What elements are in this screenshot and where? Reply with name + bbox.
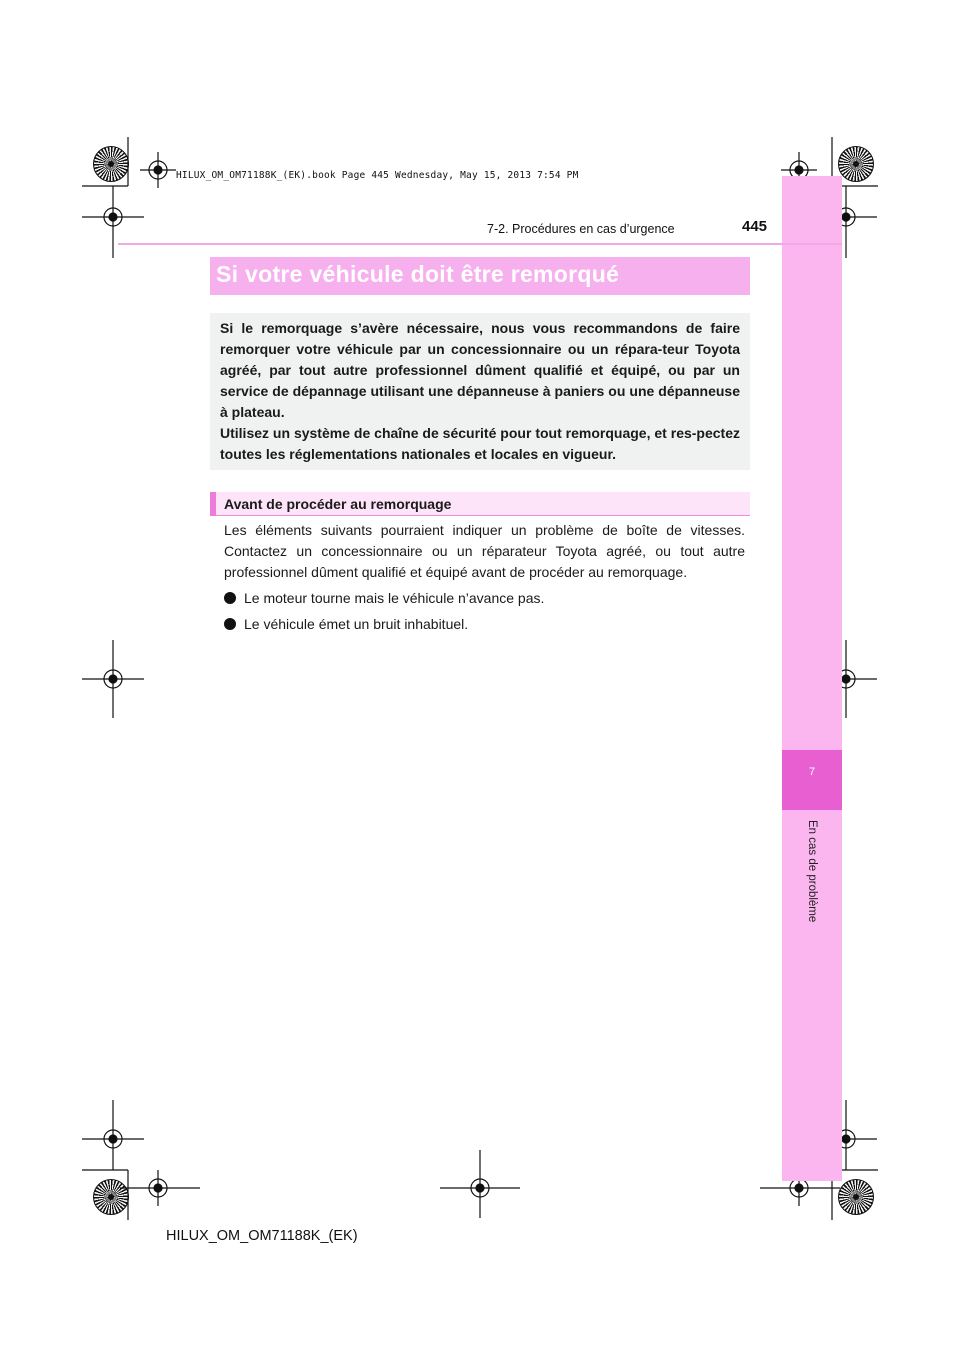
intro-paragraph-2: Utilisez un système de chaîne de sécurité pour tout remorquage, et res-pectez toutes les réglementations nationales et locales en vigueur. <box>220 425 740 462</box>
list-item-text: Le moteur tourne mais le véhicule n’avance pas. <box>244 590 545 606</box>
list-item <box>224 616 468 632</box>
chapter-number: 7 <box>808 766 816 778</box>
footer-code: HILUX_OM_OM71188K_(EK) <box>166 1228 358 1244</box>
print-rosette-bottom-right <box>838 1179 874 1215</box>
page-title: Si votre véhicule doit être remorqué <box>216 261 620 287</box>
intro-paragraph-1: Si le remorquage s’avère nécessaire, nous vous recommandons de faire remorquer votre véhicule par un concessionnaire ou un répara-teur Toyota agréé, par tout autre professionnel dûment qualifié et équipé, ou par un service de dépannage utilisant une dépanneuse à paniers ou une dépanneuse à plateau. <box>220 320 740 420</box>
body-paragraph: Les éléments suivants pourraient indiquer un problème de boîte de vitesses. Contactez un concessionnaire ou un réparateur Toyota agréé, ou tout autre professionnel dûment qualifié et équipé avant de procéder au remorquage. <box>224 522 745 580</box>
page-number: 445 <box>742 218 768 235</box>
print-rosette-bottom-left <box>93 1179 129 1215</box>
file-stamp: HILUX_OM_OM71188K_(EK).book Page 445 Wednesday, May 15, 2013 7:54 PM <box>176 170 579 181</box>
header-rule <box>118 243 842 245</box>
intro-text <box>220 318 740 465</box>
section-reference: 7-2. Procédures en cas d’urgence <box>487 222 675 236</box>
chapter-number-block <box>782 750 842 810</box>
subheading: Avant de procéder au remorquage <box>224 496 452 512</box>
bullet-icon <box>224 618 236 630</box>
print-rosette-top-right <box>838 146 874 182</box>
bullet-icon <box>224 592 236 604</box>
chapter-side-tab <box>782 176 842 1181</box>
print-rosette-top-left <box>93 146 129 182</box>
chapter-title: En cas de problème <box>806 820 818 923</box>
list-item-text: Le véhicule émet un bruit inhabituel. <box>244 616 469 632</box>
subheading-accent <box>210 492 216 516</box>
list-item <box>224 590 544 606</box>
